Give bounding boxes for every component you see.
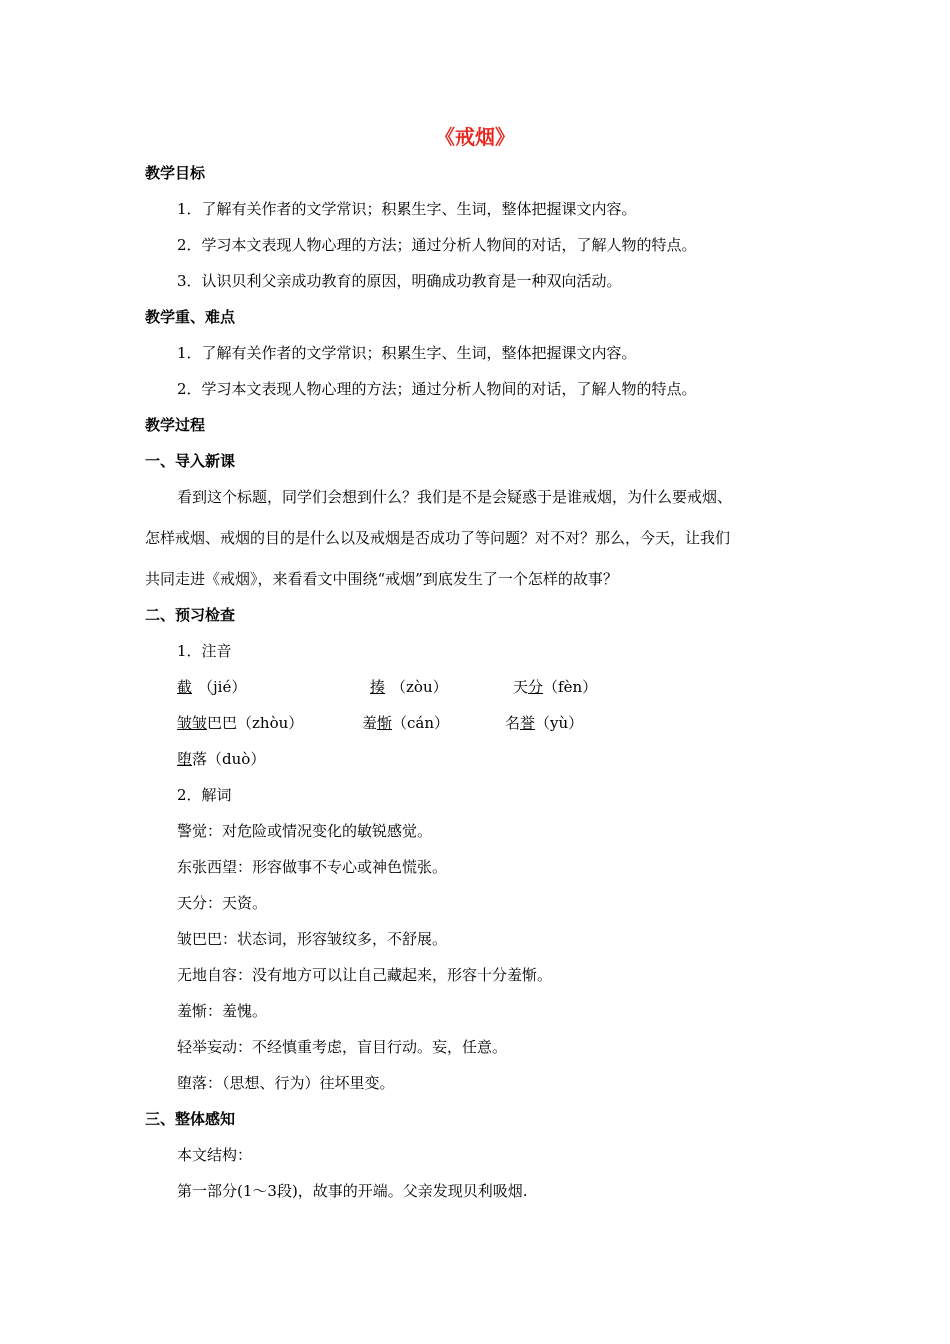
underlined-char: 分: [528, 678, 544, 696]
goals-item-2: 2．学习本文表现人物心理的方法；通过分析人物间的对话，了解人物的特点。: [177, 236, 697, 254]
section1-line-3: 共同走进《戒烟》，来看看文中围绕“戒烟”到底发生了一个怎样的故事？: [145, 570, 618, 588]
vocab-item-4: 皱巴巴：状态词，形容皱纹多，不舒展。: [177, 930, 448, 948]
phonetic-item-3: 天分（fèn）: [513, 678, 598, 696]
phonetic-item-1: [177, 677, 246, 697]
underlined-char: 揍: [370, 678, 386, 696]
process-heading: 教学过程: [145, 416, 206, 434]
key-points-item-2: 2．学习本文表现人物心理的方法；通过分析人物间的对话，了解人物的特点。: [177, 380, 697, 398]
pinyin: （duò）: [207, 750, 266, 768]
phonetic-item-6: 名誉（yù）: [505, 714, 584, 732]
key-points-heading: 教学重、难点: [145, 308, 236, 326]
vocab-item-8: 堕落：（思想、行为）往坏里变。: [177, 1074, 395, 1092]
goals-item-3: 3．认识贝利父亲成功教育的原因，明确成功教育是一种双向活动。: [177, 272, 622, 290]
goals-heading: 教学目标: [145, 164, 206, 182]
vocab-item-2: 东张西望：形容做事不专心或神色慌张。: [177, 858, 448, 876]
section3-heading: 三、整体感知: [145, 1110, 236, 1128]
vocab-item-6: 羞惭：羞愧。: [177, 1002, 268, 1020]
section3-line-2: 第一部分(1～3段)，故事的开端。父亲发现贝利吸烟.: [177, 1182, 528, 1200]
section3-line-1: 本文结构：: [177, 1146, 253, 1164]
phonetic-item-2: [370, 677, 448, 697]
section2-heading: 二、预习检查: [145, 606, 236, 624]
pinyin: （cán）: [392, 714, 450, 732]
goals-item-1: 1．了解有关作者的文学常识；积累生字、生词，整体把握课文内容。: [177, 200, 637, 218]
phonetic-item-5: 羞惭（cán）: [362, 714, 450, 732]
vocab-item-1: 警觉：对危险或情况变化的敏锐感觉。: [177, 822, 433, 840]
section1-line-2: 怎样戒烟、戒烟的目的是什么以及戒烟是否成功了等问题？对不对？那么，今天，让我们: [145, 529, 731, 547]
pinyin: （fèn）: [543, 678, 598, 696]
underlined-char: 截: [177, 678, 193, 696]
underlined-char: 惭: [377, 714, 393, 732]
vocab-item-7: 轻举妄动：不经慎重考虑，盲目行动。妄，任意。: [177, 1038, 508, 1056]
pinyin: （zòu）: [391, 678, 448, 696]
pinyin: （jié）: [198, 678, 247, 696]
vocab-item-3: 天分：天资。: [177, 894, 268, 912]
underlined-char: 堕: [177, 750, 193, 768]
phonetic-item-4: 皱皱巴巴（zhòu）: [177, 714, 304, 732]
phonetic-item-7: 堕落（duò）: [177, 750, 266, 768]
vocab-item-5: 无地自容：没有地方可以让自己藏起来，形容十分羞惭。: [177, 966, 553, 984]
document-title: 《戒烟》: [435, 125, 515, 149]
vocab-label: 2．解词: [177, 786, 232, 804]
pinyin: （yù）: [535, 714, 584, 732]
section1-heading: 一、导入新课: [145, 452, 236, 470]
underlined-char: 皱皱: [177, 714, 208, 732]
key-points-item-1: 1．了解有关作者的文学常识；积累生字、生词，整体把握课文内容。: [177, 344, 637, 362]
section1-line-1: 看到这个标题，同学们会想到什么？我们是不是会疑惑于是谁戒烟，为什么要戒烟、: [177, 488, 733, 506]
phonetic-label: 1．注音: [177, 642, 232, 660]
pinyin: （zhòu）: [237, 714, 304, 732]
underlined-char: 誉: [520, 714, 536, 732]
